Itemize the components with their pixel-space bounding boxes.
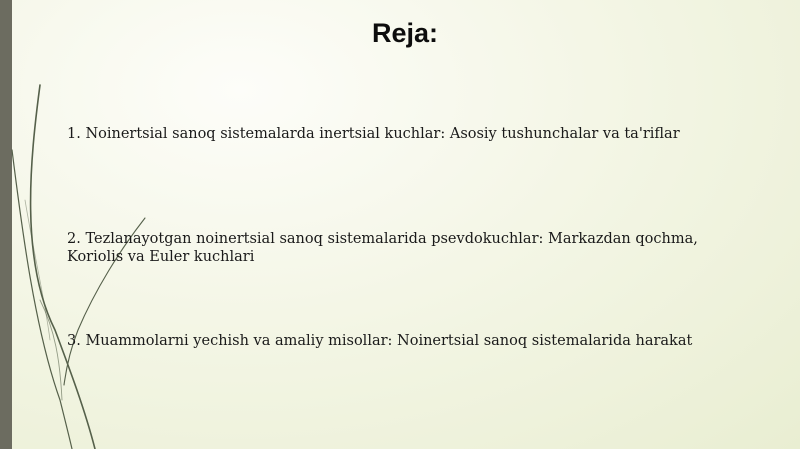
plant-stem-faint: [25, 200, 50, 340]
plan-item-2: 2. Tezlanayotgan noinertsial sanoq sistemalarida psevdokuchlar: Markazdan qochma, Koriolis va Euler kuchlari: [67, 231, 698, 265]
plant-stem-thin: [40, 300, 62, 400]
left-accent-bar: [0, 0, 12, 449]
slide-title: Reja:: [371, 18, 439, 48]
plan-item-3: 3. Muammolarni yechish va amaliy misollar: Noinertsial sanoq sistemalarida harakat: [67, 333, 693, 349]
plan-item-1: 1. Noinertsial sanoq sistemalarda inertsial kuchlar: Asosiy tushunchalar va ta'riflar: [67, 126, 680, 142]
plant-stem-left: [12, 150, 72, 449]
